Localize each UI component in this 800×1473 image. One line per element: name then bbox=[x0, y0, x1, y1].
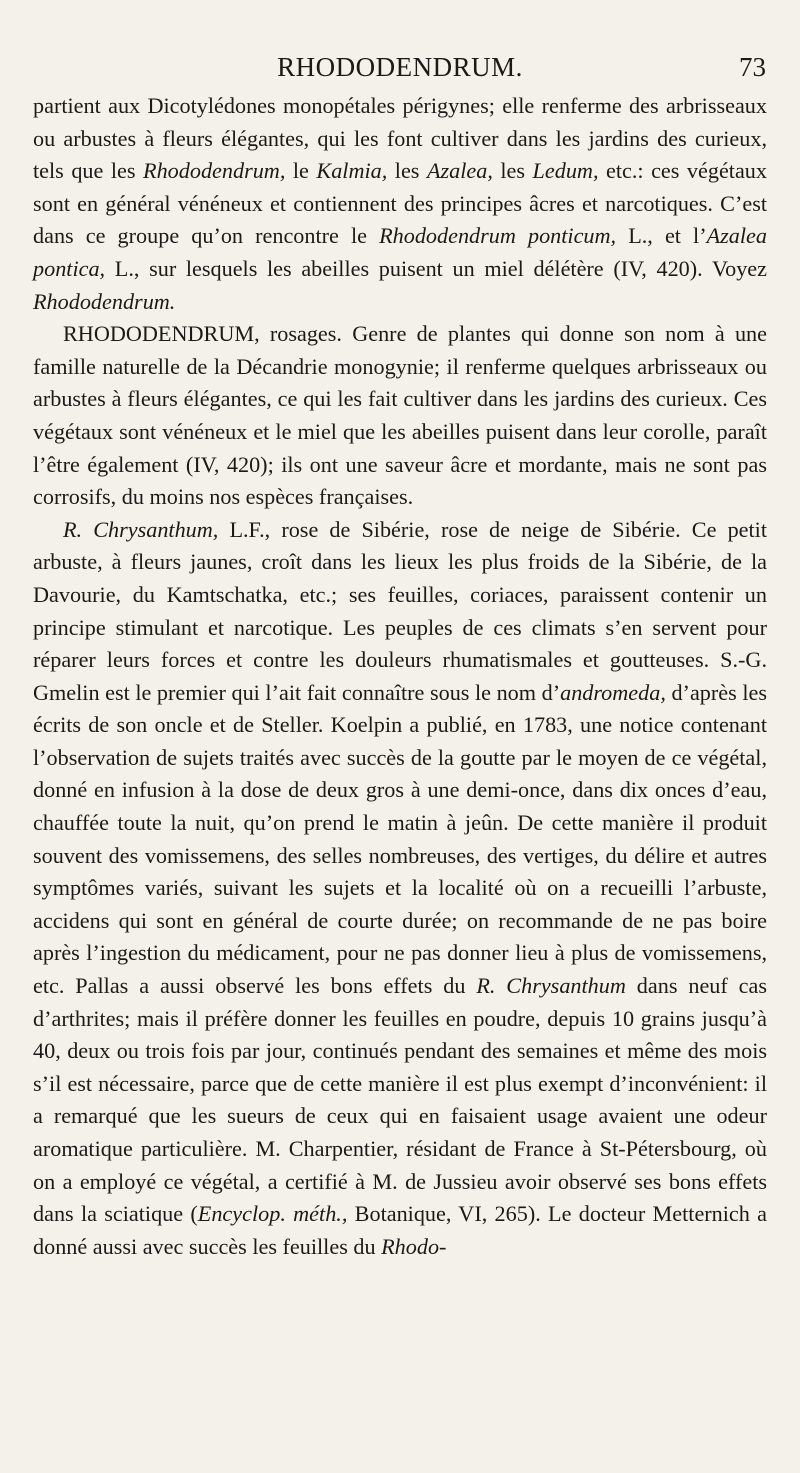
italic-run: Rhododendrum. bbox=[33, 288, 176, 314]
text-run: L.F., rose de Sibérie, rose de neige de Sibérie. Ce petit arbuste, à fleurs jaunes, croît dans les lieux les plus froids de la Sibérie, de la Davourie, du Kamtschatka, etc.; ses feuilles, coriaces, paraissent contenir un principe stimulant et narcotique. Les peuples de ces climats s’en servent pour réparer leurs forces et contre les douleurs rhumatismales et goutteuses. S.-G. Gmelin est le premier qui l’ait fait connaître sous le nom d’ bbox=[33, 516, 768, 705]
paragraph-p3 bbox=[33, 514, 767, 1264]
italic-run: Ledum, bbox=[532, 158, 599, 184]
body-text bbox=[33, 90, 767, 1263]
italic-run: Rhododendrum ponticum, bbox=[379, 223, 617, 249]
running-header bbox=[0, 52, 800, 92]
running-title: RHODODENDRUM. bbox=[277, 52, 523, 82]
italic-run: R. Chrysanthum bbox=[476, 973, 626, 999]
text-run: L., sur lesquels les abeilles puisent un miel délétère (IV, 420). Voyez bbox=[105, 255, 767, 281]
italic-run: Azalea, bbox=[426, 158, 493, 184]
text-run: etc.: ces végétaux sont en général vénéneux et contiennent des principes âcres et narcotiques. C’est dans ce groupe qu’on rencontre le bbox=[33, 158, 767, 249]
italic-run: Encyclop. méth., bbox=[197, 1201, 348, 1227]
italic-run: Rhodo- bbox=[381, 1233, 447, 1259]
italic-run: R. Chrysanthum, bbox=[63, 516, 219, 542]
italic-run: Rhododendrum, bbox=[143, 158, 286, 184]
text-run: les bbox=[492, 158, 533, 184]
text-run: le bbox=[285, 158, 317, 184]
text-run: RHODODENDRUM, rosages. Genre de plantes qui donne son nom à une famille naturelle de la Décandrie monogynie; il renferme quelques arbrisseaux ou arbustes à fleurs élégantes, ce qui les fait cultiver dans les jardins des curieux. Ces végétaux sont vénéneux et le miel que les abeilles puisent dans leur corolle, paraît l’être également (IV, 420); ils ont une saveur âcre et mordante, mais ne sont pas corrosifs, du moins nos espèces françaises. bbox=[33, 321, 767, 510]
italic-run: andromeda, bbox=[560, 679, 666, 705]
page-number: 73 bbox=[739, 52, 766, 82]
paragraph-p2 bbox=[33, 318, 767, 514]
italic-run: Azalea pontica, bbox=[33, 223, 767, 281]
text-run: les bbox=[387, 158, 427, 184]
paragraph-p1 bbox=[33, 90, 767, 318]
text-run: d’après les écrits de son oncle et de Steller. Koelpin a publié, en 1783, une notice contenant l’observation de sujets traités avec succès de la goutte par le moyen de ce végétal, donné en infusion à la dose de deux gros à une demi-once, dans dix onces d’eau, chauffée toute la nuit, qu’on prend le matin à jeûn. De cette manière il produit souvent des vomissemens, des selles nombreuses, des vertiges, du délire et autres symptômes variés, suivant les sujets et la localité où on a recueilli l’arbuste, accidens qui sont en général de courte durée; on recommande de ne pas boire après l’ingestion du médicament, pour ne pas donner lieu à plus de vomissemens, etc. Pallas a aussi observé les bons effets du bbox=[33, 679, 767, 999]
italic-run: Kalmia, bbox=[316, 158, 388, 184]
text-run: partient aux Dicotylédones monopétales périgynes; elle renferme des arbrisseaux ou arbustes à fleurs élégantes, qui les font cultiver dans les jardins des curieux, tels que les bbox=[33, 93, 767, 184]
text-run: dans neuf cas d’arthrites; mais il préfère donner les feuilles en poudre, depuis 10 grains jusqu’à 40, deux ou trois fois par jour, continués pendant des semaines et même des mois s’il est nécessaire, parce que de cette manière il est plus exempt d’inconvénient: il a remarqué que les sueurs de ceux qui en faisaient usage avaient une odeur aromatique particulière. M. Charpentier, résidant de France à St-Pétersbourg, où on a employé ce végétal, a certifié à M. de Jussieu avoir observé ses bons effets dans la sciatique ( bbox=[33, 973, 768, 1227]
text-run: L., et l’ bbox=[616, 223, 707, 249]
text-run: Botanique, VI, 265). Le docteur Metternich a donné aussi avec succès les feuilles du bbox=[33, 1201, 768, 1259]
